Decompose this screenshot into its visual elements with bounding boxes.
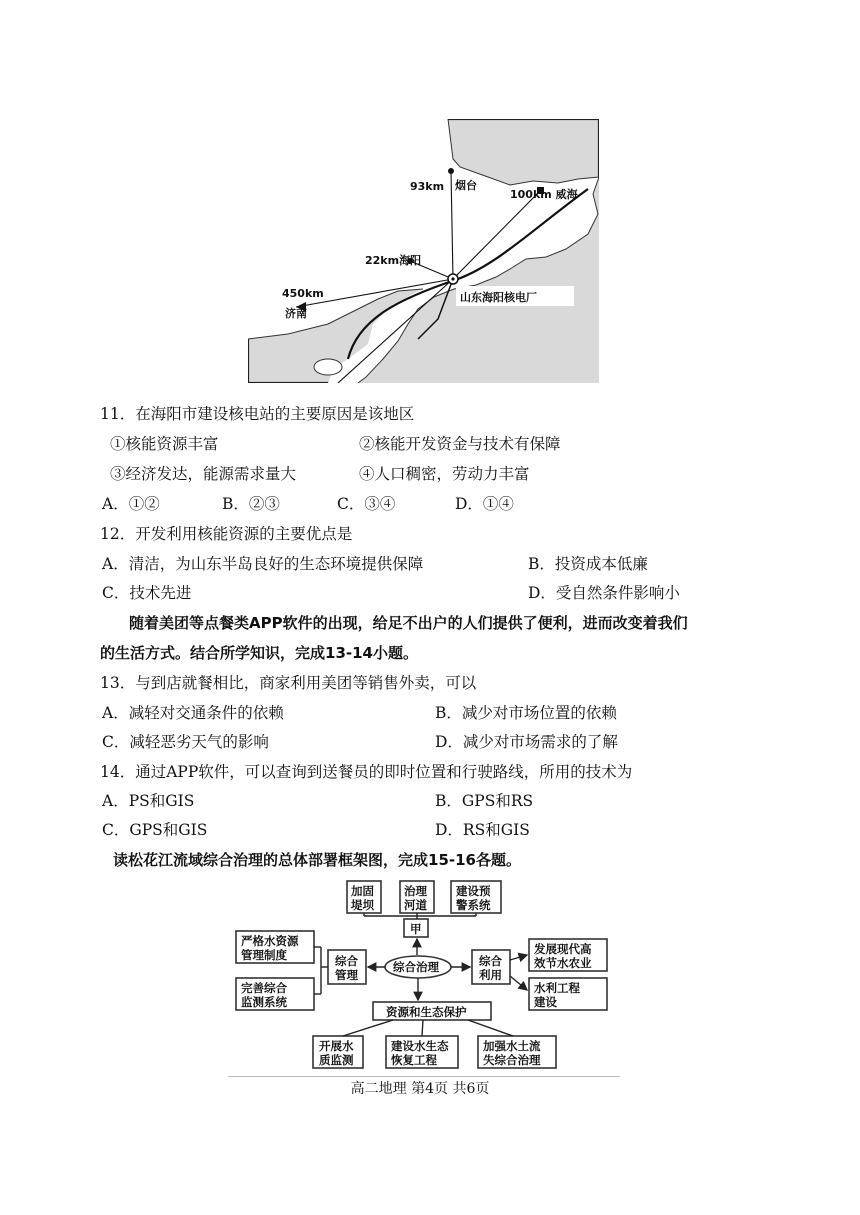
- q11-item-3: ③经济发达，能源需求量大: [110, 465, 297, 483]
- box-bottom-3-line2: 失综合治理: [483, 1053, 541, 1067]
- q14-option-d[interactable]: D．RS和GIS: [435, 821, 530, 839]
- passage-13-14-line2: 的生活方式。结合所学知识，完成13-14小题。: [100, 644, 418, 662]
- q11-item-1: ①核能资源丰富: [110, 435, 219, 453]
- q11-option-a[interactable]: A．①②: [102, 495, 160, 513]
- q11-stem: 11．在海阳市建设核电站的主要原因是该地区: [100, 405, 415, 423]
- box-left-1-line1: 严格水资源: [241, 934, 299, 948]
- box-top-1-line1: 加固: [351, 884, 374, 898]
- page-footer: 高二地理 第4页 共6页: [350, 1081, 490, 1097]
- box-jia-label: 甲: [410, 922, 422, 936]
- box-left-mgmt-line2: 管理: [335, 968, 358, 982]
- q11-option-b[interactable]: B．②③: [222, 495, 280, 513]
- box-right-use-line2: 利用: [479, 968, 502, 982]
- q13-option-c[interactable]: C．减轻恶劣天气的影响: [102, 733, 269, 751]
- center-label: 综合治理: [393, 960, 439, 974]
- box-left-1-line2: 管理制度: [241, 948, 287, 962]
- q14-option-b[interactable]: B．GPS和RS: [435, 792, 534, 810]
- framework-diagram: [228, 878, 620, 1074]
- box-right-2-line2: 建设: [534, 995, 557, 1009]
- q12-option-c[interactable]: C．技术先进: [102, 584, 192, 602]
- box-bottom-2-line2: 恢复工程: [391, 1053, 437, 1067]
- q13-option-d[interactable]: D．减少对市场需求的了解: [435, 733, 618, 751]
- box-right-2-line1: 水利工程: [534, 981, 580, 995]
- passage-15-16: 读松花江流域综合治理的总体部署框架图，完成15-16各题。: [113, 851, 521, 869]
- box-top-1-line2: 堤坝: [351, 898, 374, 912]
- box-bottom-3-line1: 加强水土流: [483, 1039, 541, 1053]
- map-label-yantai: 烟台: [455, 179, 477, 192]
- box-right-1-line1: 发展现代高: [534, 942, 592, 956]
- passage-13-14-line1: 随着美团等点餐类APP软件的出现，给足不出户的人们提供了便利，进而改变着我们: [129, 614, 688, 632]
- q11-item-2: ②核能开发资金与技术有保障: [359, 435, 561, 453]
- yantai-dot: [448, 168, 454, 174]
- map-label-jinan: 济南: [285, 307, 307, 320]
- box-bottom-1-line1: 开展水: [319, 1039, 354, 1053]
- q13-stem: 13．与到店就餐相比，商家利用美团等销售外卖，可以: [100, 674, 477, 692]
- box-right-1-line2: 效节水农业: [534, 956, 592, 970]
- q11-option-c[interactable]: C．③④: [337, 495, 396, 513]
- box-bottom-main-label: 资源和生态保护: [386, 1005, 467, 1019]
- box-right-use-line1: 综合: [479, 954, 502, 968]
- q13-option-a[interactable]: A．减轻对交通条件的依赖: [102, 704, 284, 722]
- map-label-jinan-dist: 450km: [282, 287, 324, 300]
- box-top-3-line2: 警系统: [456, 898, 491, 912]
- q12-option-b[interactable]: B．投资成本低廉: [528, 555, 648, 573]
- q12-option-a[interactable]: A．清洁，为山东半岛良好的生态环境提供保障: [102, 555, 424, 573]
- footer-divider: [228, 1076, 620, 1077]
- map-label-plant: 山东海阳核电厂: [460, 291, 537, 304]
- q14-option-a[interactable]: A．PS和GIS: [102, 792, 195, 810]
- map-label-yantai-dist: 93km: [410, 180, 445, 193]
- box-bottom-1-line2: 质监测: [319, 1053, 354, 1067]
- box-top-2-line2: 河道: [404, 898, 427, 912]
- q14-option-c[interactable]: C．GPS和GIS: [102, 821, 208, 839]
- box-left-mgmt-line1: 综合: [335, 954, 358, 968]
- map-label-weihai: 100km 威海: [510, 188, 578, 201]
- box-left-2-line1: 完善综合: [241, 981, 287, 995]
- q11-option-d[interactable]: D．①④: [455, 495, 514, 513]
- box-bottom-2-line1: 建设水生态: [391, 1039, 449, 1053]
- box-top-2-line1: 治理: [404, 884, 427, 898]
- q14-stem: 14．通过APP软件，可以查询到送餐员的即时位置和行驶路线，所用的技术为: [100, 763, 633, 781]
- island: [314, 359, 342, 375]
- map-figure: [248, 119, 599, 383]
- box-top-3-line1: 建设预: [456, 884, 491, 898]
- map-label-haiyang: 22km海阳: [365, 254, 422, 267]
- q11-item-4: ④人口稠密，劳动力丰富: [359, 465, 530, 483]
- q12-option-d[interactable]: D．受自然条件影响小: [528, 584, 680, 602]
- q12-stem: 12．开发利用核能资源的主要优点是: [100, 525, 353, 543]
- box-left-2-line2: 监测系统: [241, 995, 287, 1009]
- q13-option-b[interactable]: B．减少对市场位置的依赖: [435, 704, 617, 722]
